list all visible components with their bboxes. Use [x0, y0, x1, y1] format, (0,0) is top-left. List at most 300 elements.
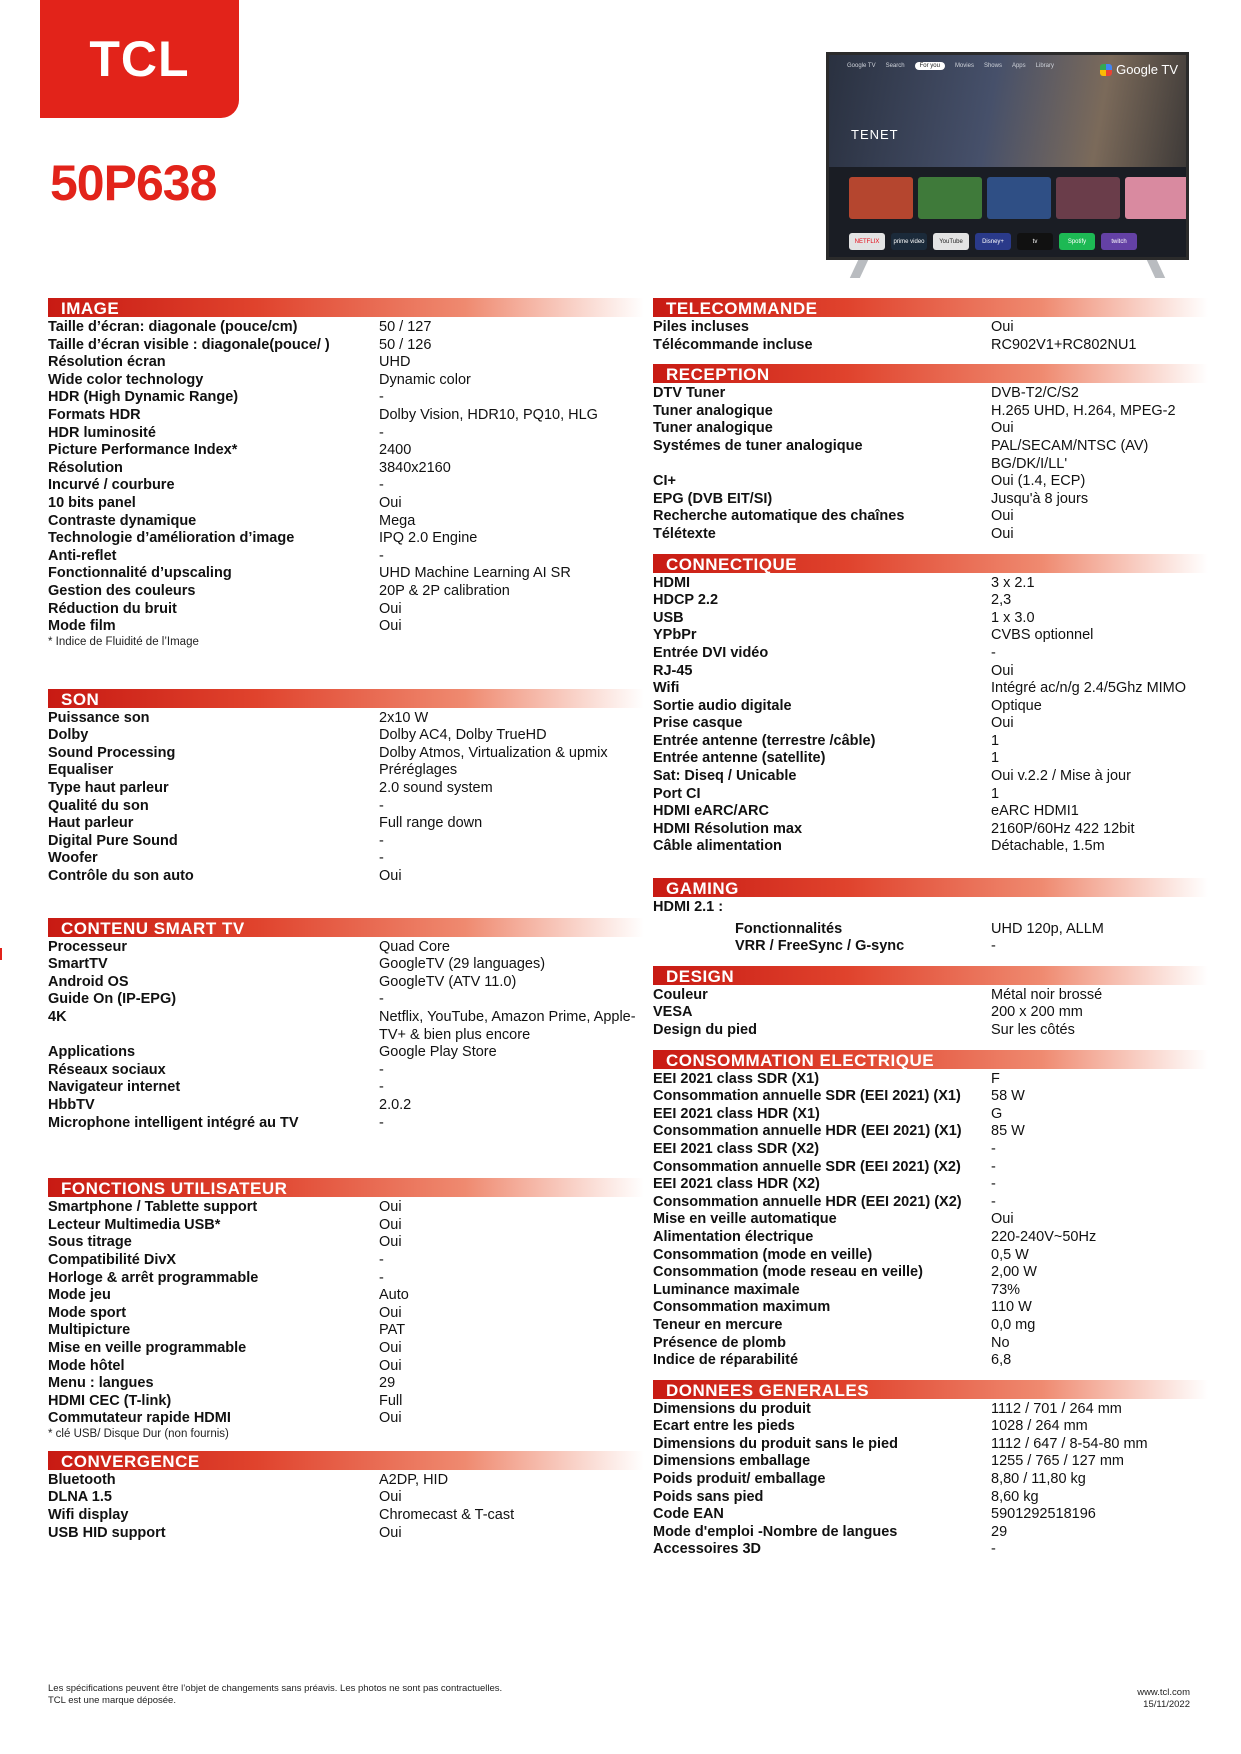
spec-row [653, 610, 1208, 628]
spec-label: Systémes de tuner analogique [653, 437, 863, 454]
section-title: DESIGN [666, 966, 735, 986]
section-header [48, 916, 644, 938]
section-header-bar [48, 689, 644, 708]
spec-label: Consommation annuelle HDR (EEI 2021) (X1) [653, 1123, 962, 1140]
spec-label: Luminance maximale [653, 1281, 800, 1298]
spec-label: Fonctionnalité d’upscaling [48, 565, 232, 582]
section-subtitle: HDMI 2.1 : [653, 899, 724, 916]
spec-label: Dimensions du produit [653, 1400, 811, 1417]
spec-value: Dolby Atmos, Virtualization & upmix [379, 744, 608, 761]
spec-value: 1 [991, 785, 1000, 802]
spec-row [653, 1071, 1208, 1089]
spec-row [48, 1097, 644, 1115]
spec-label: Port CI [653, 785, 701, 802]
spec-section [653, 296, 1208, 354]
spec-label: Dimensions emballage [653, 1453, 811, 1470]
spec-row [48, 798, 644, 816]
spec-label: DLNA 1.5 [48, 1489, 112, 1506]
spec-row [48, 565, 644, 583]
spec-row [48, 815, 644, 833]
section-header-bar [48, 298, 644, 317]
spec-value: Quad Core [379, 938, 450, 955]
spec-value: - [991, 644, 996, 661]
spec-row [48, 1287, 644, 1305]
spec-row [48, 1525, 644, 1543]
spec-value: Oui [379, 868, 402, 885]
spec-section [653, 964, 1208, 1040]
spec-row [48, 1009, 644, 1044]
spec-label: HDMI [653, 574, 691, 591]
spec-label: Sortie audio digitale [653, 697, 792, 714]
spec-value: Oui [379, 1304, 402, 1321]
spec-value: UHD Machine Learning AI SR [379, 565, 571, 582]
spec-row [653, 1123, 1208, 1141]
spec-label: Mode jeu [48, 1287, 111, 1304]
tv-content-row [849, 177, 1189, 219]
spec-value: Oui v.2.2 / Mise à jour [991, 768, 1131, 785]
spec-label: Sound Processing [48, 744, 176, 761]
spec-row [653, 1022, 1208, 1040]
spec-value: Détachable, 1.5m [991, 838, 1105, 855]
spec-value: 6,8 [991, 1352, 1012, 1369]
spec-value: A2DP, HID [379, 1471, 449, 1488]
spec-row [653, 698, 1208, 716]
spec-section [653, 1378, 1208, 1559]
spec-value: Dolby AC4, Dolby TrueHD [379, 727, 547, 744]
spec-label: Incurvé / courbure [48, 477, 175, 494]
tv-tile [987, 177, 1051, 219]
google-tv-icon [1100, 64, 1112, 76]
spec-row [653, 680, 1208, 698]
spec-value: Auto [379, 1287, 409, 1304]
spec-label: Entrée antenne (satellite) [653, 750, 826, 767]
spec-label: Lecteur Multimedia USB* [48, 1216, 221, 1233]
spec-section [48, 296, 644, 649]
spec-value: 2,00 W [991, 1264, 1037, 1281]
spec-value: F [991, 1070, 1000, 1087]
spec-label: Alimentation électrique [653, 1228, 814, 1245]
spec-row [48, 319, 644, 337]
spec-label: VRR / FreeSync / G-sync [735, 938, 905, 955]
tv-app-tile: tv [1017, 233, 1053, 250]
spec-value: 1 x 3.0 [991, 609, 1035, 626]
spec-label: Mode hôtel [48, 1357, 125, 1374]
spec-value: PAT [379, 1322, 406, 1339]
spec-row [48, 1489, 644, 1507]
spec-value: 1112 / 647 / 8-54-80 mm [991, 1435, 1148, 1452]
spec-row [48, 1410, 644, 1428]
spec-value: Oui [379, 494, 402, 511]
tv-app-tile: NETFLIX [849, 233, 885, 250]
spec-value: Oui [991, 525, 1014, 542]
spec-value: PAL/SECAM/NTSC (AV) BG/DK/I/LL' [991, 437, 1149, 472]
spec-row [653, 337, 1208, 355]
spec-row [653, 526, 1208, 544]
spec-value: 1112 / 701 / 264 mm [991, 1400, 1122, 1417]
spec-label: EEI 2021 class HDR (X1) [653, 1105, 820, 1122]
spec-row [653, 1106, 1208, 1124]
spec-label: Télécommande incluse [653, 336, 813, 353]
spec-label: Wide color technology [48, 371, 204, 388]
spec-label: Anti-reflet [48, 547, 117, 564]
spec-value: - [379, 1251, 384, 1268]
spec-value: Oui [991, 1211, 1014, 1228]
section-footnote: * Indice de Fluidité de l’Image [48, 635, 199, 648]
spec-label: Applications [48, 1044, 136, 1061]
spec-label: Multipicture [48, 1322, 131, 1339]
spec-label: Microphone intelligent intégré au TV [48, 1114, 299, 1131]
tcl-logo [40, 0, 239, 118]
spec-value: 29 [379, 1375, 396, 1392]
spec-value: - [379, 850, 384, 867]
tv-screen [826, 52, 1189, 260]
spec-row [653, 1282, 1208, 1300]
spec-row [653, 1401, 1208, 1419]
spec-label: Equaliser [48, 762, 114, 779]
spec-value: Oui [991, 508, 1014, 525]
section-title: SON [61, 689, 100, 709]
spec-label: Tuner analogique [653, 402, 773, 419]
spec-label: Compatibilité DivX [48, 1251, 177, 1268]
spec-row [653, 420, 1208, 438]
section-title: DONNEES GENERALES [666, 1380, 870, 1400]
spec-label: Accessoires 3D [653, 1541, 762, 1558]
spec-label: EPG (DVB EIT/SI) [653, 490, 773, 507]
spec-row [48, 460, 644, 478]
tv-tile [1125, 177, 1189, 219]
spec-value: - [991, 1176, 996, 1193]
spec-row [48, 991, 644, 1009]
spec-row [653, 1471, 1208, 1489]
spec-value: Dynamic color [379, 371, 471, 388]
spec-value: Optique [991, 697, 1042, 714]
spec-row [653, 750, 1208, 768]
spec-row [48, 762, 644, 780]
section-title: IMAGE [61, 299, 120, 318]
section-header [48, 1449, 644, 1471]
spec-row [653, 1352, 1208, 1370]
spec-row [653, 821, 1208, 839]
spec-label: Wifi [653, 680, 680, 697]
spec-row [653, 491, 1208, 509]
spec-row [653, 1264, 1208, 1282]
spec-value: IPQ 2.0 Engine [379, 530, 478, 547]
spec-row [653, 1088, 1208, 1106]
spec-value: G [991, 1105, 1003, 1122]
spec-label: Mise en veille programmable [48, 1339, 247, 1356]
spec-row [48, 1305, 644, 1323]
spec-row [653, 1418, 1208, 1436]
spec-value: 29 [991, 1523, 1008, 1540]
spec-row [48, 583, 644, 601]
spec-row [653, 1506, 1208, 1524]
spec-value: 5901292518196 [991, 1506, 1096, 1523]
spec-label: Taille d’écran visible : diagonale(pouce/ ) [48, 336, 330, 353]
spec-value: H.265 UHD, H.264, MPEG-2 [991, 402, 1176, 419]
model-number: 50P638 [50, 155, 217, 211]
spec-value: 3 x 2.1 [991, 574, 1035, 591]
spec-value: Jusqu'à 8 jours [991, 490, 1089, 507]
spec-label: 10 bits panel [48, 494, 136, 511]
left-spec-column [48, 296, 644, 1542]
spec-label: Réseaux sociaux [48, 1061, 166, 1078]
section-title: CONVERGENCE [61, 1451, 200, 1471]
spec-label: Couleur [653, 986, 708, 1003]
spec-value: 220-240V~50Hz [991, 1228, 1097, 1245]
spec-value: - [991, 1193, 996, 1210]
spec-row [653, 1453, 1208, 1471]
spec-value: Oui [379, 1199, 402, 1216]
spec-label: Dolby [48, 727, 89, 744]
footer-website: www.tcl.com [1137, 1687, 1190, 1698]
spec-section [48, 1449, 644, 1542]
spec-row [48, 868, 644, 886]
spec-row [653, 592, 1208, 610]
spec-row [48, 1507, 644, 1525]
spec-row [48, 618, 644, 636]
spec-row [653, 987, 1208, 1005]
spec-label: Teneur en mercure [653, 1316, 783, 1333]
spec-label: Picture Performance Index* [48, 442, 238, 459]
spec-label: Formats HDR [48, 406, 141, 423]
tv-app-tile: prime video [891, 233, 927, 250]
spec-label: RJ-45 [653, 662, 693, 679]
spec-value: Chromecast & T-cast [379, 1507, 515, 1524]
spec-row [653, 1541, 1208, 1559]
spec-value: 2.0 sound system [379, 780, 493, 797]
section-header [653, 1378, 1208, 1400]
spec-label: Résolution [48, 459, 123, 476]
spec-label: Poids produit/ emballage [653, 1471, 826, 1488]
section-header [653, 876, 1208, 898]
spec-row [48, 1358, 644, 1376]
spec-value: Oui [379, 1410, 402, 1427]
spec-value: - [379, 1114, 384, 1131]
spec-row [48, 1322, 644, 1340]
spec-value: - [379, 832, 384, 849]
spec-label: Poids sans pied [653, 1488, 764, 1505]
spec-value: Oui [379, 1524, 402, 1541]
spec-value: CVBS optionnel [991, 627, 1094, 644]
spec-label: Contrôle du son auto [48, 868, 194, 885]
spec-row [48, 745, 644, 763]
spec-row [653, 1176, 1208, 1194]
spec-row [653, 1317, 1208, 1335]
spec-row [48, 1375, 644, 1393]
spec-label: Menu : langues [48, 1375, 154, 1392]
margin-mark [0, 948, 2, 960]
spec-row [653, 1194, 1208, 1212]
spec-row [48, 1270, 644, 1288]
spec-label: SmartTV [48, 956, 108, 973]
spec-value: 50 / 127 [379, 319, 432, 335]
spec-label: Consommation annuelle SDR (EEI 2021) (X2) [653, 1158, 961, 1175]
spec-value: Oui [991, 420, 1014, 437]
spec-label: EEI 2021 class SDR (X1) [653, 1070, 820, 1087]
spec-row [653, 1141, 1208, 1159]
spec-value: 8,60 kg [991, 1488, 1039, 1505]
spec-label: Gestion des couleurs [48, 582, 196, 599]
spec-label: Tuner analogique [653, 420, 773, 437]
spec-label: Wifi display [48, 1507, 129, 1524]
spec-label: Fonctionnalités [735, 920, 843, 937]
spec-row [653, 715, 1208, 733]
spec-label: Technologie d’amélioration d’image [48, 530, 295, 547]
spec-row [653, 1436, 1208, 1454]
spec-section [653, 552, 1208, 857]
spec-label: Sous titrage [48, 1234, 132, 1251]
spec-value: UHD 120p, ALLM [991, 920, 1104, 937]
spec-label: Type haut parleur [48, 780, 169, 797]
spec-label: Ecart entre les pieds [653, 1418, 795, 1435]
spec-row [653, 1489, 1208, 1507]
section-header [653, 964, 1208, 986]
section-title: CONSOMMATION ELECTRIQUE [666, 1050, 935, 1070]
spec-value: 8,80 / 11,80 kg [991, 1471, 1086, 1488]
footer-meta [1137, 1687, 1190, 1711]
spec-label: Commutateur rapide HDMI [48, 1410, 231, 1427]
spec-label: Horloge & arrêt programmable [48, 1269, 259, 1286]
tv-stand-foot [1147, 260, 1165, 278]
spec-label: Design du pied [653, 1022, 757, 1038]
spec-label: HDR (High Dynamic Range) [48, 389, 239, 406]
spec-value: eARC HDMI1 [991, 803, 1079, 820]
spec-value: Oui [379, 1489, 402, 1506]
spec-value: 110 W [991, 1299, 1032, 1316]
spec-value: RC902V1+RC802NU1 [991, 336, 1137, 353]
spec-label: HDR luminosité [48, 424, 156, 441]
footer-line: Les spécifications peuvent être l’objet de changements sans préavis. Les photos ne sont pas contractuelles. [48, 1683, 503, 1694]
spec-label: Télétexte [653, 525, 716, 542]
spec-row [653, 733, 1208, 751]
spec-section [653, 362, 1208, 543]
spec-row [48, 513, 644, 531]
spec-label: Câble alimentation [653, 838, 782, 855]
spec-row [48, 442, 644, 460]
footer-date: 15/11/2022 [1143, 1699, 1190, 1710]
spec-row [653, 508, 1208, 526]
spec-value: Oui [991, 662, 1014, 679]
spec-section [48, 916, 644, 1133]
spec-row [48, 601, 644, 619]
spec-row [653, 1247, 1208, 1265]
spec-label: Dimensions du produit sans le pied [653, 1435, 898, 1452]
spec-row [653, 803, 1208, 821]
spec-label: CI+ [653, 473, 676, 490]
spec-value: Oui [379, 600, 402, 617]
spec-label: VESA [653, 1004, 693, 1021]
spec-row [48, 407, 644, 425]
spec-row [48, 530, 644, 548]
section-header-bar [653, 966, 1208, 985]
tv-app-tile: Spotify [1059, 233, 1095, 250]
spec-value: - [379, 991, 384, 1008]
spec-value: 58 W [991, 1088, 1025, 1105]
spec-label: HDMI CEC (T-link) [48, 1392, 172, 1409]
spec-label: Consommation maximum [653, 1299, 831, 1316]
spec-value: 1028 / 264 mm [991, 1418, 1088, 1435]
spec-label: EEI 2021 class HDR (X2) [653, 1176, 820, 1193]
spec-value: - [991, 1140, 996, 1157]
spec-label: Consommation annuelle SDR (EEI 2021) (X1) [653, 1088, 961, 1105]
spec-label: Qualité du son [48, 797, 149, 814]
spec-row [653, 663, 1208, 681]
spec-section [653, 1048, 1208, 1370]
spec-row [48, 477, 644, 495]
spec-row [48, 1252, 644, 1270]
tv-tile [1056, 177, 1120, 219]
section-title: GAMING [666, 879, 739, 899]
spec-row [48, 1062, 644, 1080]
spec-label: HbbTV [48, 1096, 95, 1113]
spec-value: GoogleTV (29 languages) [379, 956, 546, 973]
spec-value: No [991, 1334, 1010, 1351]
spec-label: Woofer [48, 850, 98, 867]
spec-label: USB [653, 609, 684, 626]
spec-row [48, 425, 644, 443]
spec-value: 0,5 W [991, 1246, 1029, 1263]
spec-label: Consommation annuelle HDR (EEI 2021) (X2) [653, 1193, 962, 1210]
tv-hero-title: TENET [851, 127, 899, 142]
spec-row [48, 1217, 644, 1235]
spec-value: 2x10 W [379, 709, 429, 726]
spec-row [653, 838, 1208, 856]
spec-label: Processeur [48, 938, 127, 955]
spec-row [48, 974, 644, 992]
spec-value: Google Play Store [379, 1044, 497, 1061]
spec-value: 1255 / 765 / 127 mm [991, 1453, 1124, 1470]
spec-label: Réduction du bruit [48, 600, 177, 617]
spec-row [653, 786, 1208, 804]
spec-label: Digital Pure Sound [48, 832, 178, 849]
spec-label: YPbPr [653, 627, 697, 644]
spec-label: HDMI Résolution max [653, 820, 803, 837]
spec-label: Taille d’écran: diagonale (pouce/cm) [48, 319, 298, 335]
spec-value: Full [379, 1392, 403, 1409]
spec-label: Bluetooth [48, 1471, 116, 1488]
spec-value: Netflix, YouTube, Amazon Prime, Apple-TV+ & bien plus encore [379, 1009, 636, 1043]
spec-value: DVB-T2/C/S2 [991, 385, 1079, 402]
spec-row [48, 780, 644, 798]
spec-row [653, 645, 1208, 663]
spec-row [653, 473, 1208, 491]
spec-row [48, 1079, 644, 1097]
spec-value: - [379, 424, 384, 441]
spec-value: 85 W [991, 1123, 1025, 1140]
spec-row [653, 575, 1208, 593]
spec-row [48, 1472, 644, 1490]
spec-label: Mode d'emploi -Nombre de langues [653, 1523, 898, 1540]
spec-value: Oui (1.4, ECP) [991, 473, 1086, 490]
tv-product-image [826, 52, 1189, 278]
tv-nav-bar: Google TV Search For you Movies Shows Apps Library [847, 63, 1054, 69]
spec-label: Consommation (mode reseau en veille) [653, 1264, 923, 1281]
spec-value: 2,3 [991, 592, 1012, 609]
spec-row [48, 833, 644, 851]
spec-row [653, 1335, 1208, 1353]
tv-tile [918, 177, 982, 219]
spec-row [48, 1393, 644, 1411]
spec-row [653, 938, 1208, 956]
spec-value: Métal noir brossé [991, 986, 1103, 1003]
spec-value: Dolby Vision, HDR10, PQ10, HLG [379, 406, 598, 423]
spec-value: - [379, 1061, 384, 1078]
spec-label: Navigateur internet [48, 1079, 181, 1096]
tv-apps-row [849, 233, 1137, 250]
spec-row [48, 1044, 644, 1062]
spec-label: Recherche automatique des chaînes [653, 508, 905, 525]
section-footnote: * clé USB/ Disque Dur (non fournis) [48, 1427, 229, 1440]
